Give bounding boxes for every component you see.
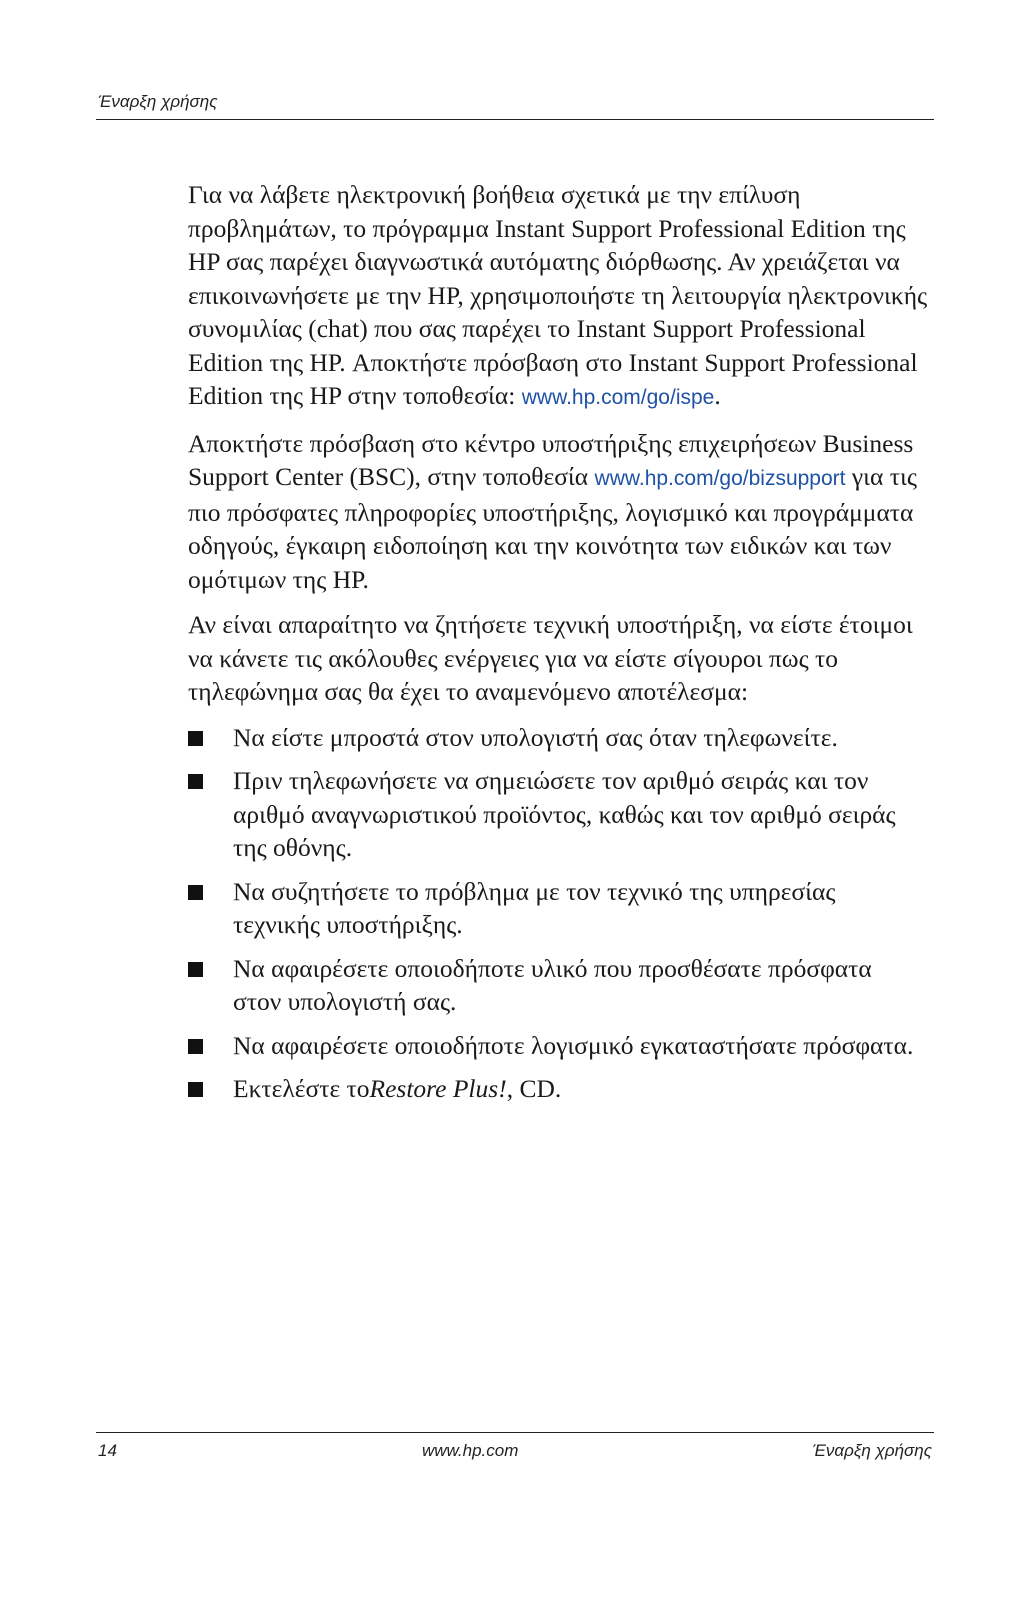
bullet-square-icon <box>188 885 203 900</box>
restore-plus-title: Restore Plus! <box>369 1074 507 1103</box>
paragraph-support-intro: Αν είναι απαραίτητο να ζητήσετε τεχνική υποστήριξη, να είστε έτοιμοι να κάνετε τις ακόλουθες ενέργειες για να είστε σίγουροι πως το τηλεφώνημα σας θα έχει το αναμενόμενο αποτέλεσμα: <box>188 610 913 706</box>
footer-website: www.hp.com <box>422 1441 519 1460</box>
bizsupport-link[interactable]: www.hp.com/go/bizsupport <box>594 467 846 490</box>
paragraph-bsc-end: για τις πιο πρόσφατες πληροφορίες υποστήριξης, λογισμικό και προγράμματα οδηγούς, έγκαιρη ειδοποίηση και την κοινότητα των ειδικών και των ομότιμων της HP. <box>188 462 917 594</box>
paragraph-bsc-text: Αποκτήστε πρόσβαση στο κέντρο υποστήριξης επιχειρήσεων Business Support Center (BSC), στην τοποθεσία <box>188 428 914 491</box>
bullet-square-icon <box>188 962 203 977</box>
running-header: Έναρξη χρήσης <box>98 92 218 111</box>
list-item <box>186 721 923 755</box>
header-divider <box>96 119 934 120</box>
checklist <box>186 721 938 1106</box>
bullet-square-icon <box>188 731 203 746</box>
footer-divider <box>96 1432 934 1433</box>
main-content <box>188 178 938 1116</box>
list-item-prefix: Εκτελέστε το <box>233 1074 370 1103</box>
bullet-square-icon <box>188 1039 203 1054</box>
ispe-link[interactable]: www.hp.com/go/ispe <box>521 386 715 409</box>
bullet-square-icon <box>188 1082 203 1097</box>
paragraph-ispe-text: Για να λάβετε ηλεκτρονική βοήθεια σχετικά με την επίλυση προβλημάτων, το πρόγραμμα Instant Support Professional Edition της HP σας παρέχει διαγνωστικά αυτόματης διόρθωσης. Αν χρειάζεται να επικοινωνήσετε με την HP, χρησιμοποιήστε τη λειτουργία ηλεκτρονικής συνομιλίας (chat) που σας παρέχει το Instant Support Professional Edition της HP. Αποκτήστε πρόσβαση στο Instant Support Professional Edition της HP στην τοποθεσία: <box>188 180 928 410</box>
footer-section-title: Έναρξη χρήσης <box>812 1441 932 1460</box>
list-item <box>186 875 923 942</box>
list-item-text: Να είστε μπροστά στον υπολογιστή σας όταν τηλεφωνείτε. <box>233 722 838 752</box>
list-item <box>186 952 923 1019</box>
paragraph-bsc <box>188 427 936 597</box>
paragraph-ispe <box>188 178 936 415</box>
list-item <box>186 764 923 865</box>
list-item-suffix: , CD. <box>506 1074 562 1103</box>
list-item-text: Πριν τηλεφωνήσετε να σημειώσετε τον αριθμό σειράς και τον αριθμό αναγνωριστικού προϊόντος, καθώς και τον αριθμό σειράς της οθόνης. <box>233 766 896 862</box>
list-item <box>186 1029 923 1063</box>
list-item <box>186 1072 923 1106</box>
list-item-text: Να αφαιρέσετε οποιοδήποτε υλικό που προσθέσατε πρόσφατα στον υπολογιστή σας. <box>233 953 872 1016</box>
page-number: 14 <box>98 1441 117 1460</box>
bullet-square-icon <box>188 774 203 789</box>
list-item-text: Να αφαιρέσετε οποιοδήποτε λογισμικό εγκαταστήσατε πρόσφατα. <box>233 1030 914 1060</box>
paragraph-ispe-end: . <box>714 381 721 410</box>
list-item-text: Να συζητήσετε το πρόβλημα με τον τεχνικό της υπηρεσίας τεχνικής υποστήριξης. <box>233 876 836 939</box>
